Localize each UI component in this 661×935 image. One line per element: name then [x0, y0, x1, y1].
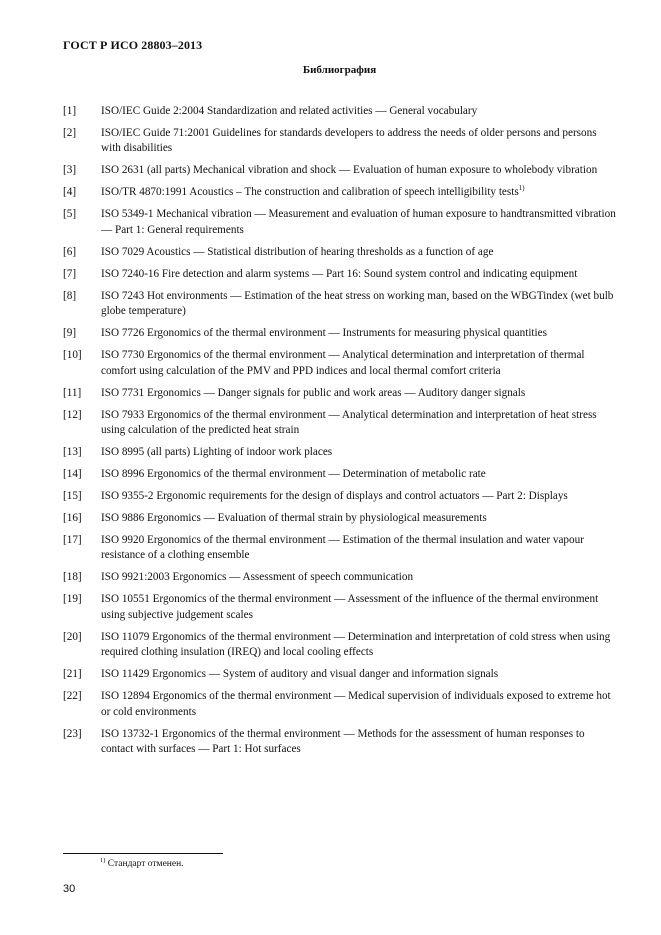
entry-number: [12]: [63, 408, 82, 421]
bibliography-entry: [63, 289, 618, 320]
entry-text: [101, 267, 618, 282]
entry-text: [101, 511, 618, 526]
entry-citation: ISO 13732-1 Ergonomics of the thermal environment — Methods for the assessment of human responses to contact with surfaces — Part 1: Hot surfaces: [101, 727, 585, 756]
bibliography-entry: [63, 533, 618, 564]
entry-citation: ISO 9355-2 Ergonomic requirements for the design of displays and control actuators — Part 2: Displays: [101, 490, 568, 503]
entry-number: [10]: [63, 349, 82, 362]
document-code-header: ГОСТ Р ИСО 28803–2013: [63, 38, 203, 52]
entry-number: [11]: [63, 386, 82, 399]
entry-number: [21]: [63, 668, 82, 681]
bibliography-entry: [63, 104, 618, 119]
entry-number: [22]: [63, 690, 82, 703]
entry-number: [15]: [63, 490, 82, 503]
bibliography-entry: [63, 185, 618, 200]
bibliography-entry: [63, 445, 618, 460]
entry-citation: ISO 7730 Ergonomics of the thermal environment — Analytical determination and interpretation of thermal comfort using calculation of the PMV and PPD indices and local thermal comfort criteria: [101, 349, 585, 377]
bibliography-entry: [63, 267, 618, 282]
entry-text: [101, 245, 618, 260]
bibliography-entry: [63, 386, 618, 401]
entry-citation: ISO 8996 Ergonomics of the thermal environment — Determination of metabolic rate: [101, 468, 486, 481]
entry-citation: ISO/IEC Guide 2:2004 Standardization and related activities — General vocabulary: [101, 105, 478, 117]
entry-citation: ISO 5349-1 Mechanical vibration — Measurement and evaluation of human exposure to handtransmitted vibration — Part 1: General requirements: [101, 208, 616, 236]
entry-text: [101, 386, 618, 401]
entry-citation: ISO 10551 Ergonomics of the thermal environment — Assessment of the influence of the thermal environment using subjective judgement scales: [101, 593, 599, 621]
footnote: [100, 859, 184, 869]
entry-text: [101, 348, 618, 379]
entry-citation: ISO 2631 (all parts) Mechanical vibration and shock — Evaluation of human exposure to wholebody vibration: [101, 164, 598, 177]
bibliography-list: [63, 104, 618, 764]
entry-number: [3]: [63, 164, 77, 177]
bibliography-entry: [63, 689, 618, 720]
page-number: 30: [63, 883, 76, 895]
entry-citation: ISO 7029 Acoustics — Statistical distribution of hearing thresholds as a function of age: [101, 245, 494, 258]
entry-text: [101, 408, 618, 439]
bibliography-entry: [63, 570, 618, 585]
entry-number: [20]: [63, 630, 82, 643]
entry-citation: ISO 7933 Ergonomics of the thermal environment — Analytical determination and interpretation of heat stress using calculation of the predicted heat strain: [101, 408, 597, 437]
footnote-text: Стандарт отменен.: [107, 859, 184, 869]
entry-text: [101, 630, 618, 661]
bibliography-entry: [63, 348, 618, 379]
entry-number: [17]: [63, 534, 82, 547]
entry-number: [7]: [63, 267, 77, 280]
bibliography-entry: [63, 126, 618, 157]
entry-citation: ISO 7726 Ergonomics of the thermal environment — Instruments for measuring physical quantities: [101, 327, 547, 340]
entry-number: [18]: [63, 571, 82, 584]
entry-text: [101, 207, 618, 238]
entry-citation: ISO 7731 Ergonomics — Danger signals for public and work areas — Auditory danger signals: [101, 386, 526, 399]
entry-citation: ISO 7240-16 Fire detection and alarm systems — Part 16: Sound system control and indicating equipment: [101, 267, 578, 280]
bibliography-entry: [63, 467, 618, 482]
entry-citation: ISO 11429 Ergonomics — System of auditory and visual danger and information signals: [101, 668, 499, 681]
entry-number: [9]: [63, 327, 77, 340]
entry-text: [101, 163, 618, 178]
entry-text: [101, 126, 618, 157]
bibliography-entry: [63, 511, 618, 526]
entry-text: [101, 592, 618, 623]
bibliography-entry: [63, 630, 618, 661]
entry-citation: ISO 8995 (all parts) Lighting of indoor work places: [101, 446, 333, 459]
entry-text: [101, 185, 618, 200]
entry-number: [1]: [63, 105, 77, 117]
entry-text: [101, 445, 618, 460]
bibliography-entry: [63, 667, 618, 682]
entry-citation: ISO 12894 Ergonomics of the thermal environment — Medical supervision of individuals exposed to extreme hot or cold environments: [101, 690, 611, 718]
entry-number: [8]: [63, 289, 77, 302]
entry-text: [101, 570, 618, 585]
entry-citation: ISO 7243 Hot environments — Estimation of the heat stress on working man, based on the WBGTindex (wet bulb globe temperature): [101, 289, 614, 318]
entry-number: [19]: [63, 593, 82, 606]
entry-text: [101, 689, 618, 720]
entry-text: [101, 289, 618, 320]
entry-text: [101, 467, 618, 482]
entry-number: [2]: [63, 127, 77, 139]
bibliography-entry: [63, 207, 618, 238]
entry-citation: ISO 9886 Ergonomics — Evaluation of thermal strain by physiological measurements: [101, 512, 487, 525]
entry-number: [4]: [63, 186, 77, 199]
entry-citation: ISO 9921:2003 Ergonomics — Assessment of speech communication: [101, 571, 414, 584]
entry-citation: ISO 9920 Ergonomics of the thermal environment — Estimation of the thermal insulation and water vapour resistance of a clothing ensemble: [101, 534, 584, 562]
bibliography-entry: [63, 592, 618, 623]
entry-text: [101, 667, 618, 682]
entry-number: [5]: [63, 208, 77, 221]
entry-citation: ISO/IEC Guide 71:2001 Guidelines for standards developers to address the needs of older persons and persons with disabilities: [101, 127, 597, 155]
entry-text: [101, 727, 618, 758]
entry-citation: ISO 11079 Ergonomics of the thermal environment — Determination and interpretation of cold stress when using required clothing insulation (IREQ) and local cooling effects: [101, 630, 611, 659]
entry-number: [16]: [63, 512, 82, 525]
entry-number: [14]: [63, 468, 82, 481]
entry-number: [23]: [63, 727, 82, 740]
bibliography-entry: [63, 408, 618, 439]
section-title: Библиография: [302, 64, 377, 76]
bibliography-entry: [63, 727, 618, 758]
entry-text: [101, 489, 618, 504]
entry-citation: ISO/TR 4870:1991 Acoustics – The construction and calibration of speech intelligibility tests: [101, 186, 519, 199]
entry-text: [101, 533, 618, 564]
entry-number: [13]: [63, 446, 82, 459]
bibliography-entry: [63, 163, 618, 178]
bibliography-entry: [63, 489, 618, 504]
footnote-mark: 1): [100, 857, 106, 864]
entry-text: [101, 326, 618, 341]
entry-number: [6]: [63, 245, 77, 258]
footnote-reference: 1): [518, 184, 525, 193]
entry-text: [101, 104, 618, 119]
bibliography-entry: [63, 245, 618, 260]
bibliography-entry: [63, 326, 618, 341]
footnote-divider: [63, 853, 223, 854]
